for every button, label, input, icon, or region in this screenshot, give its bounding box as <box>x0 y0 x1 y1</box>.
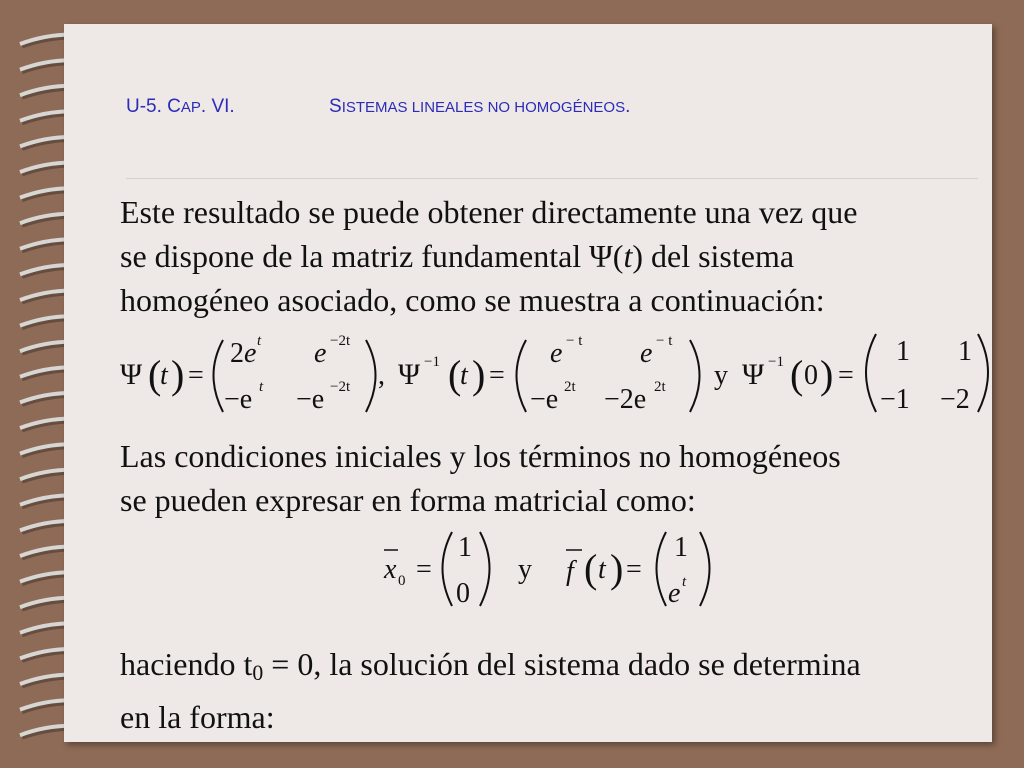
and-word: y <box>714 360 728 391</box>
matrix-entry: −2e <box>604 384 647 415</box>
svg-text:): ) <box>610 546 624 591</box>
equals-sign: = <box>188 360 204 391</box>
svg-text:(: ( <box>148 352 162 397</box>
variable-t: t <box>160 360 168 391</box>
equals-sign: = <box>489 360 505 391</box>
matrix-exponent: 2t <box>564 379 576 395</box>
equals-sign: = <box>416 554 432 585</box>
equals-sign: = <box>838 360 854 391</box>
initial-conditions-equation <box>383 532 710 609</box>
paragraph-line: en la forma: <box>120 698 275 735</box>
matrix-entry: −e <box>224 384 253 415</box>
matrix-entry: −e <box>530 384 559 415</box>
matrix-exponent: −2t <box>330 379 351 395</box>
left-paren <box>517 340 527 412</box>
equals-sign: = <box>626 554 642 585</box>
matrix-entry: e <box>640 338 653 369</box>
left-paren <box>866 334 876 412</box>
matrix-exponent: − t <box>656 333 673 349</box>
right-paren <box>700 532 710 606</box>
svg-text:): ) <box>472 352 486 397</box>
left-paren <box>657 532 667 606</box>
fundamental-matrix-equation <box>120 333 988 415</box>
inverse-superscript: −1 <box>768 354 784 370</box>
matrix-entry: −2 <box>940 384 970 415</box>
paragraph-line: se dispone de la matriz fundamental Ψ(t) del sistema <box>120 238 795 274</box>
unit-chapter-label: U-5. CAP. VI. <box>126 96 235 117</box>
right-paren <box>480 532 490 606</box>
psi-symbol: Ψ <box>398 358 421 391</box>
matrix-entry: e <box>314 338 327 369</box>
right-paren <box>690 340 700 412</box>
left-paren <box>214 340 224 412</box>
x-symbol: x <box>384 554 397 585</box>
variable-t: t <box>460 360 468 391</box>
matrix-entry: e <box>550 338 563 369</box>
paragraph-line: Este resultado se puede obtener directamente una vez que <box>120 194 858 230</box>
matrix-entry: −e <box>296 384 325 415</box>
slide-title: SISTEMAS LINEALES NO HOMOGÉNEOS. <box>329 96 631 117</box>
paragraph-line: Las condiciones iniciales y los términos no homogéneos <box>120 438 841 474</box>
left-paren <box>443 532 453 606</box>
svg-text:(: ( <box>448 352 462 397</box>
matrix-entry: 1 <box>958 336 972 367</box>
matrix-exponent: − t <box>566 333 583 349</box>
matrix-exponent: t <box>259 379 264 395</box>
paragraph-conditions <box>120 434 841 522</box>
x-subscript: 0 <box>398 573 406 589</box>
paragraph-line: se pueden expresar en forma matricial como: <box>120 482 696 518</box>
matrix-entry: 2e <box>230 338 257 369</box>
paragraph-line: haciendo $t_0 = 0$, la solución del sistema dado se determina <box>120 646 861 685</box>
psi-symbol: Ψ <box>742 358 765 391</box>
matrix-exponent: t <box>257 333 262 349</box>
right-paren <box>366 340 376 412</box>
paragraph-solution <box>120 642 861 739</box>
comma: , <box>378 360 385 391</box>
svg-text:(: ( <box>584 546 598 591</box>
vector-entry: 0 <box>456 578 470 609</box>
svg-text:): ) <box>820 352 834 397</box>
inverse-superscript: −1 <box>424 354 440 370</box>
zero-argument: 0 <box>804 360 818 391</box>
vector-exponent: t <box>682 574 687 590</box>
svg-text:(: ( <box>790 352 804 397</box>
f-symbol: f <box>566 556 574 587</box>
matrix-exponent: −2t <box>330 333 351 349</box>
svg-text:): ) <box>171 352 185 397</box>
matrix-exponent: 2t <box>654 379 666 395</box>
variable-t: t <box>598 554 606 585</box>
vector-entry: e <box>668 578 681 609</box>
matrix-entry: −1 <box>880 384 910 415</box>
and-word: y <box>518 554 532 585</box>
paragraph-line: homogéneo asociado, como se muestra a continuación: <box>120 282 825 318</box>
vector-entry: 1 <box>458 532 472 563</box>
right-paren <box>978 334 988 412</box>
matrix-entry: 1 <box>896 336 910 367</box>
psi-symbol: Ψ <box>120 358 143 391</box>
vector-entry: 1 <box>674 532 688 563</box>
